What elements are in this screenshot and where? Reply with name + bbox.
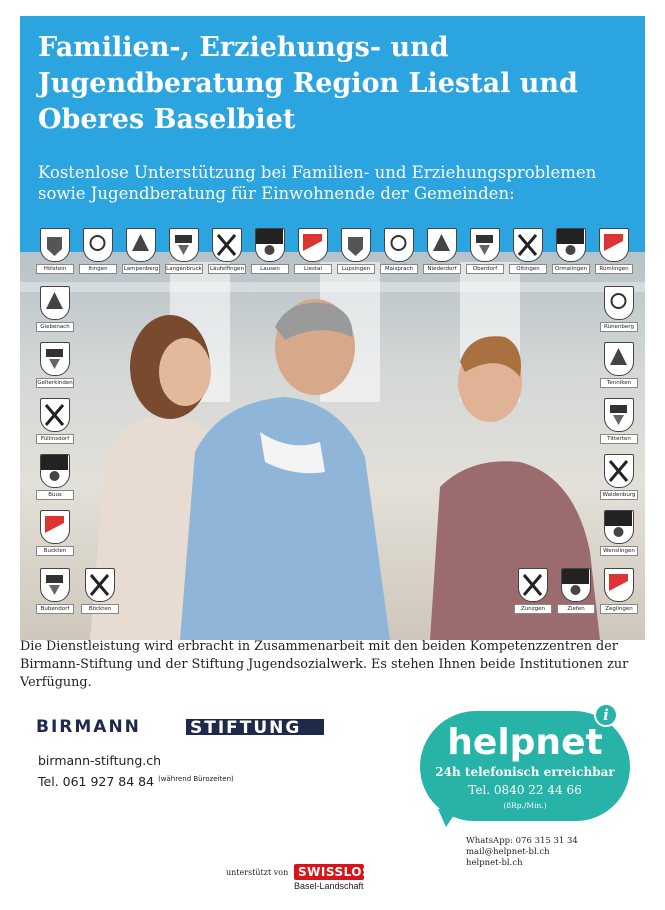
coat-of-arms-icon [40, 342, 70, 376]
crest-gelterkinden [36, 342, 74, 388]
crest-label: Oberdorf [466, 264, 504, 274]
swisslos-region: Basel-Landschaft [294, 881, 364, 891]
helpnet-contact [466, 836, 578, 869]
header-banner [20, 16, 645, 252]
birmann-phone-note: (während Bürozeiten) [158, 775, 234, 783]
crest-label: Giebenach [36, 322, 74, 332]
coat-of-arms-icon [298, 228, 328, 262]
support-label: unterstützt von [226, 868, 289, 877]
crest-ormalingen [552, 228, 590, 274]
crest-waldenburg [600, 454, 638, 500]
crest-niederdorf [423, 228, 461, 274]
birmann-contact [38, 752, 234, 791]
crest-label: Niederdorf [423, 264, 461, 274]
coat-of-arms-icon [604, 568, 634, 602]
coat-of-arms-icon [40, 568, 70, 602]
coat-of-arms-icon [604, 342, 634, 376]
crest-ziefen [557, 568, 595, 614]
crest-läufelfingen [208, 228, 246, 274]
crest-label: Hölstein [36, 264, 74, 274]
coat-of-arms-icon [470, 228, 500, 262]
crest-wenslingen [600, 510, 638, 556]
crest-lupsingen [337, 228, 375, 274]
helpnet-availability: 24h telefonisch erreichbar [435, 765, 615, 779]
coat-of-arms-icon [40, 228, 70, 262]
helpnet-website-link[interactable]: helpnet-bl.ch [466, 858, 523, 868]
crest-label: Tenniken [600, 378, 638, 388]
birmann-logo-part1: BIRMANN [36, 717, 141, 737]
crest-label: Gelterkinden [37, 380, 73, 386]
coat-of-arms-icon [85, 568, 115, 602]
crest-maisprach [380, 228, 418, 274]
crest-lampenberg [122, 228, 160, 274]
birmann-logo-part2: STIFTUNG [190, 718, 302, 738]
crest-füllinsdorf [36, 398, 74, 444]
crest-label: Läufelfingen [209, 266, 245, 272]
crest-bubendorf [36, 568, 74, 614]
crest-label: Lupsingen [337, 264, 375, 274]
info-paragraph: Die Dienstleistung wird erbracht in Zusammenarbeit mit den beiden Kompetenzzentren der Birmann-Stiftung und der Stiftung Jugendsozialwerk. Es stehen Ihnen beide Institutionen zur Verfügung. [20, 639, 629, 690]
crest-buus [36, 454, 74, 500]
coat-of-arms-icon [341, 228, 371, 262]
coat-of-arms-icon [604, 286, 634, 320]
crest-oltingen [509, 228, 547, 274]
crest-label: Böckten [81, 604, 119, 614]
swisslos-logo-text: SWISSLOS [294, 864, 364, 880]
crest-label: Langenbruck [166, 266, 202, 272]
coat-of-arms-icon [518, 568, 548, 602]
crest-böckten [81, 568, 119, 614]
birmann-website-link[interactable]: birmann-stiftung.ch [38, 753, 162, 768]
crest-label: Titterten [600, 434, 638, 444]
crest-label: Itingen [79, 264, 117, 274]
crest-label: Buus [36, 490, 74, 500]
coat-of-arms-icon [513, 228, 543, 262]
helpnet-whatsapp[interactable]: WhatsApp: 076 315 31 34 [466, 836, 578, 846]
crest-rünenberg [600, 286, 638, 332]
crest-hölstein [36, 228, 74, 274]
crest-langenbruck [165, 228, 203, 274]
helpnet-email-link[interactable]: mail@helpnet-bl.ch [466, 847, 550, 857]
swisslos-logo [294, 864, 378, 891]
coat-of-arms-icon [604, 454, 634, 488]
coat-of-arms-icon [255, 228, 285, 262]
crest-label: Buckten [36, 546, 74, 556]
page-subtitle: Kostenlose Unterstützung bei Familien- und Erziehungsproblemen sowie Jugendberatung für Einwohnende der Gemeinden: [38, 163, 597, 203]
crest-label: Oltingen [509, 264, 547, 274]
crest-label: Rümlingen [595, 264, 633, 274]
helpnet-title: helpnet [447, 722, 603, 763]
coat-of-arms-icon [556, 228, 586, 262]
crest-giebenach [36, 286, 74, 332]
crest-oberdorf [466, 228, 504, 274]
helpnet-bubble-logo [420, 703, 632, 829]
coat-of-arms-icon [83, 228, 113, 262]
coat-of-arms-icon [599, 228, 629, 262]
coat-of-arms-icon [169, 228, 199, 262]
crest-label: Lampenberg [123, 266, 159, 272]
crest-label: Füllinsdorf [36, 434, 74, 444]
crest-label: Wenslingen [600, 546, 638, 556]
coat-of-arms-icon [40, 286, 70, 320]
crest-itingen [79, 228, 117, 274]
crest-label: Ziefen [557, 604, 595, 614]
crest-label: Bubendorf [36, 604, 74, 614]
crest-label: Rünenberg [600, 322, 638, 332]
coat-of-arms-icon [604, 398, 634, 432]
birmann-stiftung-logo [36, 717, 326, 737]
crest-rümlingen [595, 228, 633, 274]
coat-of-arms-icon [561, 568, 591, 602]
helpnet-cost: (8Rp./Min.) [503, 801, 547, 810]
crest-label: Waldenburg [600, 490, 638, 500]
crest-zeglingen [600, 568, 638, 614]
coat-of-arms-icon [604, 510, 634, 544]
coat-of-arms-icon [40, 510, 70, 544]
crest-tenniken [600, 342, 638, 388]
crest-label: Liestal [294, 264, 332, 274]
page-title: Familien-, Erziehungs- und Jugendberatung Region Liestal und Oberes Baselbiet [38, 32, 578, 135]
coat-of-arms-icon [212, 228, 242, 262]
coat-of-arms-icon [384, 228, 414, 262]
helpnet-phone[interactable]: Tel. 0840 22 44 66 [468, 783, 582, 797]
coat-of-arms-icon [126, 228, 156, 262]
crest-buckten [36, 510, 74, 556]
birmann-phone[interactable]: Tel. 061 927 84 84 [38, 774, 155, 790]
crest-label: Zeglingen [600, 604, 638, 614]
info-icon: i [594, 703, 618, 727]
crest-label: Lausen [251, 264, 289, 274]
crest-titterten [600, 398, 638, 444]
coat-of-arms-icon [40, 398, 70, 432]
crest-zunzgen [514, 568, 552, 614]
coat-of-arms-icon [40, 454, 70, 488]
crest-label: Zunzgen [514, 604, 552, 614]
crest-label: Maisprach [380, 264, 418, 274]
crest-lausen [251, 228, 289, 274]
crest-liestal [294, 228, 332, 274]
coat-of-arms-icon [427, 228, 457, 262]
crest-label: Ormalingen [552, 264, 590, 274]
